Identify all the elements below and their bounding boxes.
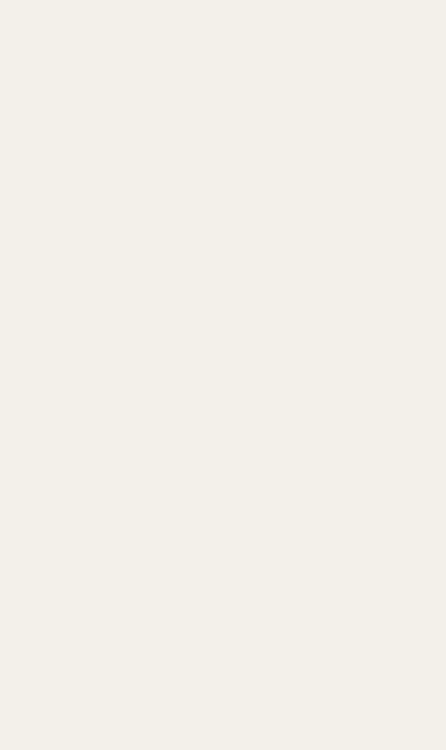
toc-top-block <box>0 0 446 6</box>
